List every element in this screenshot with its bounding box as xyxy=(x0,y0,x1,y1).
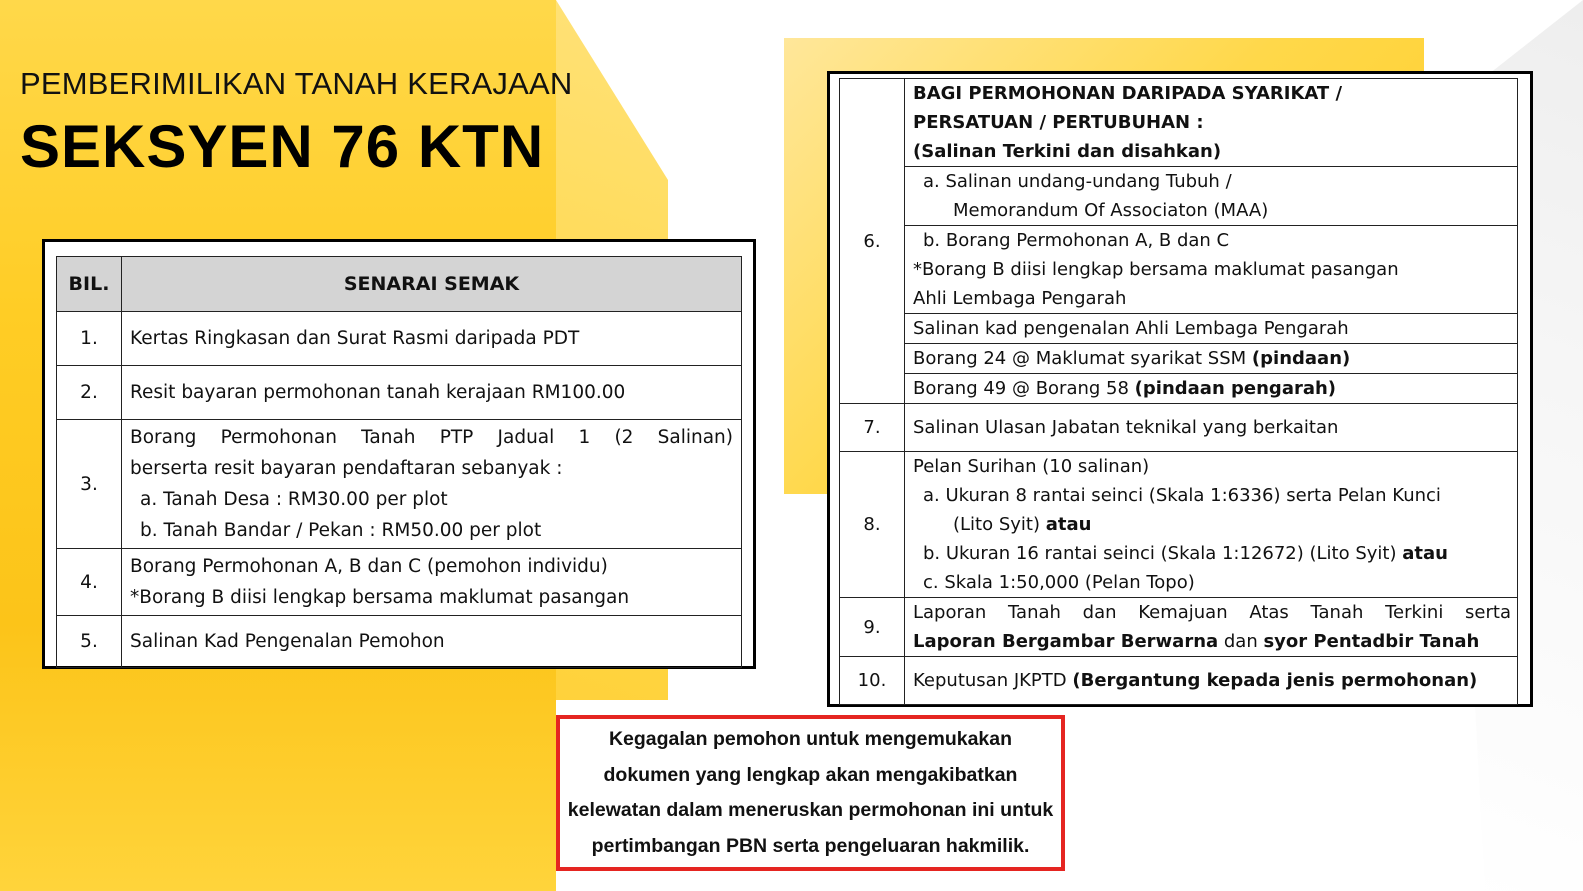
row-line: Laporan Tanah dan Kemajuan Atas Tanah Terkini serta xyxy=(913,602,1511,623)
row-line: a. Ukuran 8 rantai seinci (Skala 1:6336) serta Pelan Kunci xyxy=(923,485,1441,506)
row-number: 5. xyxy=(57,616,122,668)
text-bold: Laporan Bergambar Berwarna xyxy=(913,631,1219,652)
text-plain: Borang 24 @ Maklumat syarikat SSM xyxy=(913,348,1252,369)
row-line: berserta resit bayaran pendaftaran sebanyak : xyxy=(130,458,563,479)
column-header-item: SENARAI SEMAK xyxy=(122,257,742,312)
text-plain: b. Ukuran 16 rantai seinci (Skala 1:12672) (Lito Syit) xyxy=(923,543,1403,564)
table-row xyxy=(840,657,1518,705)
row-line: BAGI PERMOHONAN DARIPADA SYARIKAT / xyxy=(913,83,1343,104)
row-number: 8. xyxy=(840,452,905,598)
notice-box xyxy=(556,715,1065,871)
checklist-table-left xyxy=(56,256,742,668)
sub-item-b: b. Tanah Bandar / Pekan : RM50.00 per plot xyxy=(140,520,542,541)
table-row xyxy=(840,226,1518,314)
table-row xyxy=(57,366,742,420)
row-text xyxy=(905,657,1518,705)
table-row xyxy=(57,549,742,616)
row-line: b. Borang Permohonan A, B dan C xyxy=(923,230,1230,251)
row-line: a. Salinan undang-undang Tubuh / xyxy=(923,171,1232,192)
text-bold: atau xyxy=(1045,514,1092,535)
row-line xyxy=(913,627,1511,656)
row-number: 6. xyxy=(840,79,905,404)
row-line: Pelan Surihan (10 salinan) xyxy=(913,456,1150,477)
table-row xyxy=(840,404,1518,452)
row-line: *Borang B diisi lengkap bersama maklumat pasangan xyxy=(913,259,1399,280)
table-header-row xyxy=(57,257,742,312)
row-line: *Borang B diisi lengkap bersama maklumat pasangan xyxy=(130,587,630,608)
row-text xyxy=(905,452,1518,598)
row-text: Kertas Ringkasan dan Surat Rasmi daripada PDT xyxy=(122,312,742,366)
row-line: c. Skala 1:50,000 (Pelan Topo) xyxy=(923,572,1195,593)
checklist-frame-right xyxy=(827,71,1533,707)
row-number: 4. xyxy=(57,549,122,616)
text-bold: (Bergantung kepada jenis permohonan) xyxy=(1072,670,1478,691)
row-number: 7. xyxy=(840,404,905,452)
notice-text xyxy=(568,722,1053,864)
row-text: Salinan Kad Pengenalan Pemohon xyxy=(122,616,742,668)
notice-line: kelewatan dalam meneruskan permohonan ini untuk xyxy=(567,799,1054,821)
sub-item-a: a. Tanah Desa : RM30.00 per plot xyxy=(140,489,448,510)
text-bold: syor Pentadbir Tanah xyxy=(1263,631,1480,652)
column-header-no: BIL. xyxy=(57,257,122,312)
table-row xyxy=(840,167,1518,226)
row-line xyxy=(913,510,1511,539)
row-line xyxy=(913,539,1511,568)
text-bold: (pindaan pengarah) xyxy=(1134,378,1337,399)
checklist-frame-left xyxy=(42,239,756,669)
row-number: 10. xyxy=(840,657,905,705)
text-plain: dan xyxy=(1218,631,1264,652)
row-line: Borang Permohonan Tanah PTP Jadual 1 (2 Salinan) xyxy=(130,427,733,448)
table-row xyxy=(57,616,742,668)
row-text: Salinan kad pengenalan Ahli Lembaga Pengarah xyxy=(905,314,1518,344)
text-bold: atau xyxy=(1402,543,1448,564)
row-number: 2. xyxy=(57,366,122,420)
table-row xyxy=(57,420,742,549)
row-text xyxy=(905,598,1518,657)
row-text: Resit bayaran permohonan tanah kerajaan RM100.00 xyxy=(122,366,742,420)
row-line: Ahli Lembaga Pengarah xyxy=(913,288,1127,309)
row-line: Borang Permohonan A, B dan C (pemohon individu) xyxy=(130,556,608,577)
row-text xyxy=(122,549,742,616)
text-bold: (pindaan) xyxy=(1251,348,1351,369)
row-line: PERSATUAN / PERTUBUHAN : xyxy=(913,112,1204,133)
row-text: Salinan Ulasan Jabatan teknikal yang berkaitan xyxy=(905,404,1518,452)
page-subtitle: PEMBERIMILIKAN TANAH KERAJAAN xyxy=(20,66,573,101)
table-row xyxy=(840,374,1518,404)
sub-item-b xyxy=(905,226,1518,314)
row-text xyxy=(905,374,1518,404)
notice-line: Kegagalan pemohon untuk mengemukakan xyxy=(608,728,1013,750)
checklist-table-right xyxy=(839,78,1518,705)
table-row xyxy=(840,452,1518,598)
text-plain: Keputusan JKPTD xyxy=(913,670,1073,691)
sub-item-a xyxy=(905,167,1518,226)
row-number: 1. xyxy=(57,312,122,366)
row-text xyxy=(905,344,1518,374)
notice-line: dokumen yang lengkap akan mengakibatkan xyxy=(603,763,1018,786)
table-row xyxy=(840,79,1518,167)
table-row xyxy=(840,344,1518,374)
row-number: 9. xyxy=(840,598,905,657)
table-row xyxy=(57,312,742,366)
notice-line: pertimbangan PBN serta pengeluaran hakmilik. xyxy=(591,834,1030,857)
row-heading xyxy=(905,79,1518,167)
table-row xyxy=(840,314,1518,344)
page-title: SEKSYEN 76 KTN xyxy=(20,113,545,180)
text-plain: Borang 49 @ Borang 58 xyxy=(913,378,1135,399)
table-row xyxy=(840,598,1518,657)
row-line: (Salinan Terkini dan disahkan) xyxy=(913,141,1222,162)
text-plain: (Lito Syit) xyxy=(953,514,1046,535)
row-number: 3. xyxy=(57,420,122,549)
row-text xyxy=(122,420,742,549)
row-line: Memorandum Of Associaton (MAA) xyxy=(953,200,1269,221)
